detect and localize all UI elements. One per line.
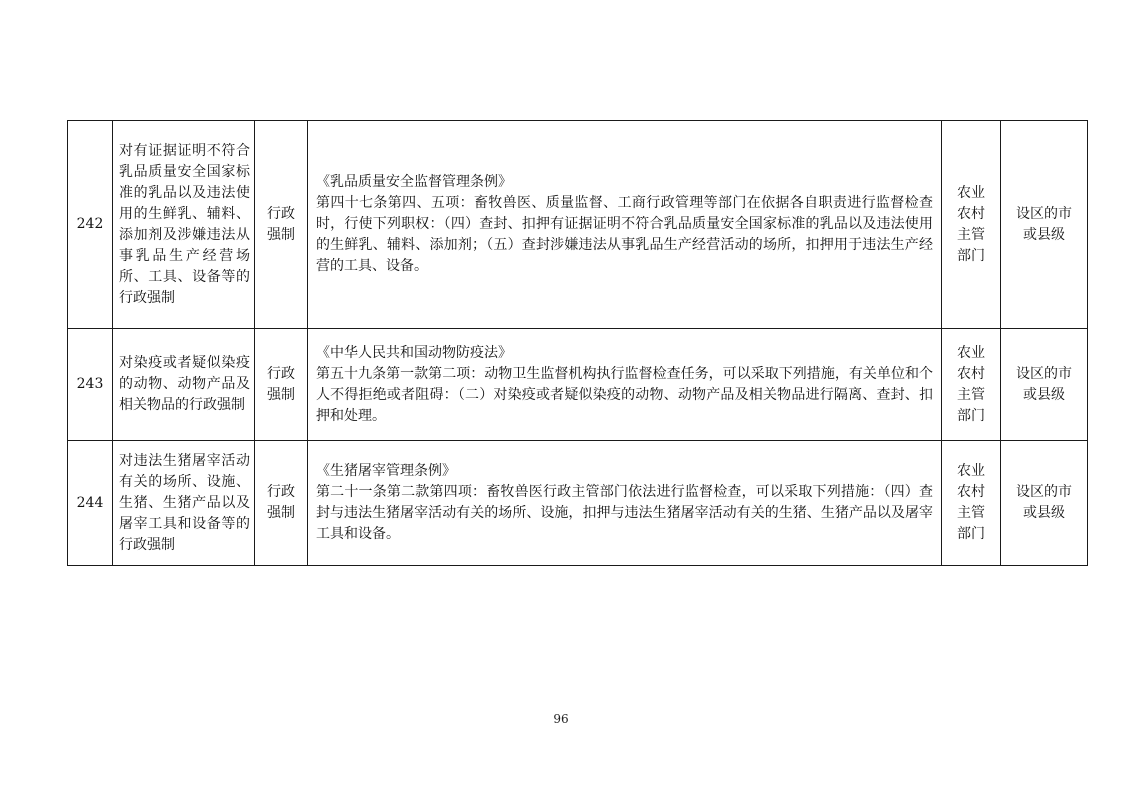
law-title: 《生猪屠宰管理条例》 (316, 463, 456, 479)
legal-basis (308, 329, 942, 441)
department-line: 主管 (957, 386, 985, 403)
department-line: 主管 (957, 226, 985, 243)
department-line: 部门 (957, 247, 985, 264)
item-type-line: 行政 (267, 484, 295, 500)
level-line: 或县级 (1023, 505, 1065, 521)
row-number: 243 (68, 329, 113, 441)
table-row (68, 441, 1088, 566)
level-line: 设区的市 (1016, 205, 1072, 222)
enforcement-table-container (67, 120, 1072, 566)
row-number: 244 (68, 441, 113, 566)
responsible-department (942, 121, 1001, 329)
item-type (255, 441, 308, 566)
law-title: 《乳品质量安全监督管理条例》 (316, 174, 512, 190)
law-text: 第五十九条第一款第二项：动物卫生监督机构执行监督检查任务，可以采取下列措施，有关单位和个人不得拒绝或者阻碍：（二）对染疫或者疑似染疫的动物、动物产品及相关物品进行隔离、查封、扣押和处理。 (316, 365, 933, 424)
department-line: 农业 (957, 463, 985, 479)
item-type-line: 强制 (267, 505, 295, 521)
department-line: 部门 (957, 407, 985, 424)
item-name: 对有证据证明不符合乳品质量安全国家标准的乳品以及违法使用的生鲜乳、辅料、添加剂及涉嫌违法从事乳品生产经营场所、工具、设备等的行政强制 (113, 121, 255, 329)
item-type-line: 强制 (267, 226, 295, 243)
level-line: 设区的市 (1016, 484, 1072, 500)
department-line: 主管 (957, 505, 985, 521)
department-line: 农业 (957, 344, 985, 361)
item-type-line: 行政 (267, 365, 295, 382)
page-number: 96 (553, 712, 569, 726)
row-number: 242 (68, 121, 113, 329)
level-line: 或县级 (1023, 386, 1065, 403)
department-line: 农村 (957, 205, 985, 222)
legal-basis (308, 441, 942, 566)
department-line: 农业 (957, 184, 985, 201)
implementation-level (1001, 121, 1088, 329)
law-text: 第四十七条第四、五项：畜牧兽医、质量监督、工商行政管理等部门在依据各自职责进行监督检查时，行使下列职权：（四）查封、扣押有证据证明不符合乳品质量安全国家标准的乳品以及违法使用的生鲜乳、辅料、添加剂；（五）查封涉嫌违法从事乳品生产经营活动的场所，扣押用于违法生产经营的工具、设备。 (316, 195, 933, 274)
administrative-enforcement-table (67, 120, 1088, 566)
implementation-level (1001, 329, 1088, 441)
item-name: 对违法生猪屠宰活动有关的场所、设施、生猪、生猪产品以及屠宰工具和设备等的行政强制 (113, 441, 255, 566)
item-type (255, 121, 308, 329)
department-line: 农村 (957, 365, 985, 382)
responsible-department (942, 329, 1001, 441)
table-row (68, 329, 1088, 441)
legal-basis (308, 121, 942, 329)
implementation-level (1001, 441, 1088, 566)
law-title: 《中华人民共和国动物防疫法》 (316, 344, 512, 361)
level-line: 或县级 (1023, 226, 1065, 243)
item-type-line: 强制 (267, 386, 295, 403)
department-line: 部门 (957, 526, 985, 542)
item-name: 对染疫或者疑似染疫的动物、动物产品及相关物品的行政强制 (113, 329, 255, 441)
table-row (68, 121, 1088, 329)
law-text: 第二十一条第二款第四项：畜牧兽医行政主管部门依法进行监督检查，可以采取下列措施：（四）查封与违法生猪屠宰活动有关的场所、设施，扣押与违法生猪屠宰活动有关的生猪、生猪产品以及屠宰工具和设备。 (316, 484, 933, 542)
department-line: 农村 (957, 484, 985, 500)
responsible-department (942, 441, 1001, 566)
item-type-line: 行政 (267, 205, 295, 222)
item-type (255, 329, 308, 441)
level-line: 设区的市 (1016, 365, 1072, 382)
